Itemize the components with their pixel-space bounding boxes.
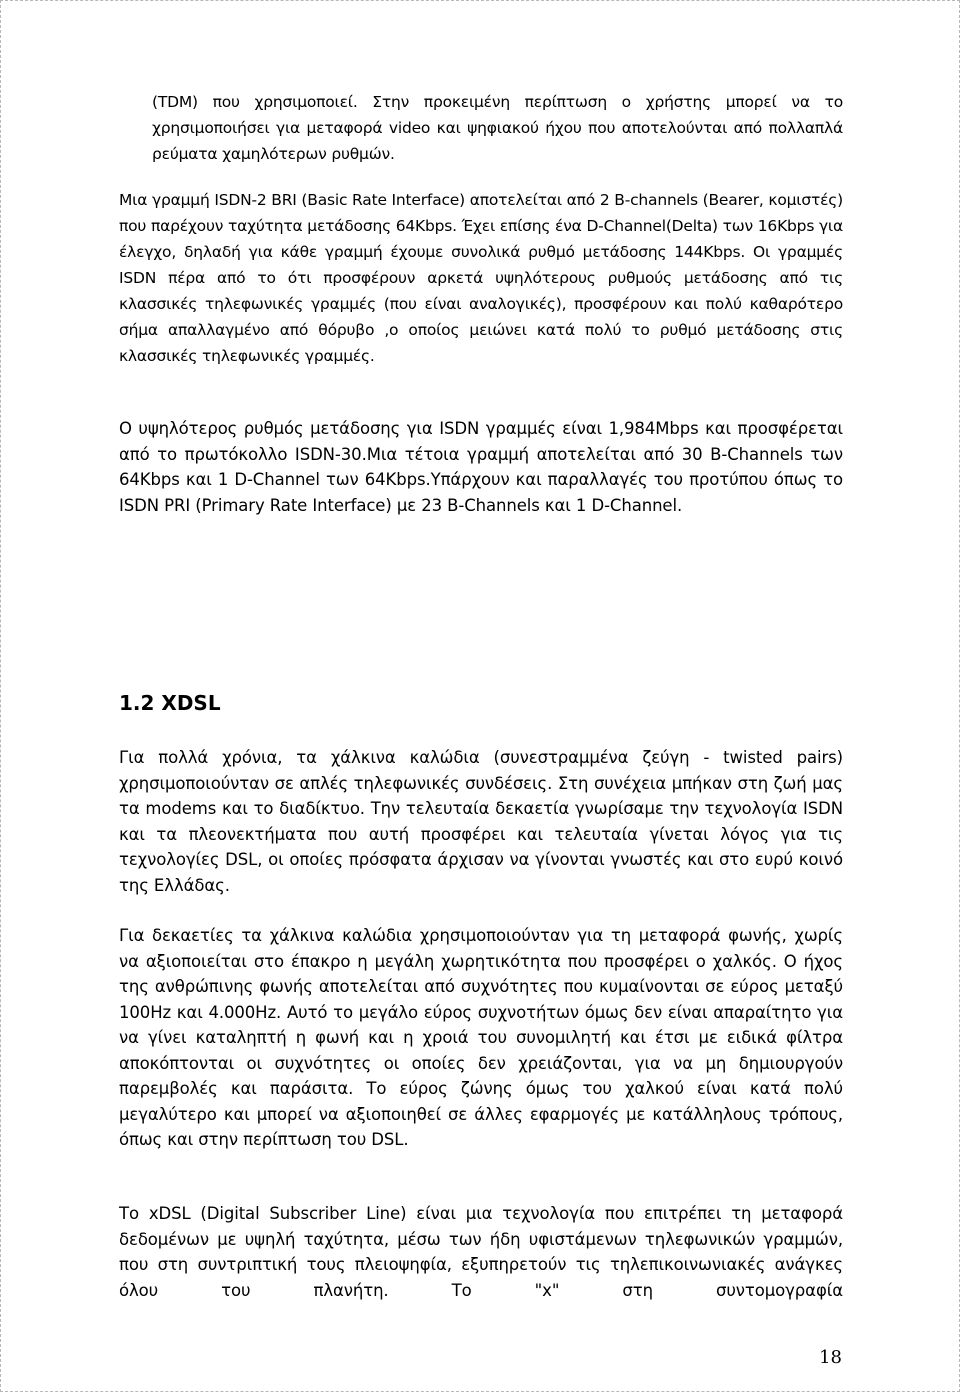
paragraph-voice-bandwidth: Για δεκαετίες τα χάλκινα καλώδια χρησιμοποιούνταν για τη μεταφορά φωνής, χωρίς να αξιοποιείται στο έπακρο η μεγάλη χωρητικότητα που προσφέρει ο χαλκός. Ο ήχος της ανθρώπινης φωνής αποτελείται από συχνότητες που κυμαίνονται σε εύρος μεταξύ 100Hz και 4.000Hz. Αυτό το μεγάλο εύρος συχνοτήτων όμως δεν είναι απαραίτητο για να γίνει καταληπτή η φωνή και η χροιά του συνομιλητή και έτσι με ειδικά φίλτρα αποκόπτονται οι συχνότητες οι οποίες δεν χρειάζονται, για να μη δημιουργούν παρεμβολές και παράσιτα. Το εύρος ζώνης όμως του χαλκού είναι κατά πολύ μεγαλύτερο και μπορεί να αξιοποιηθεί σε άλλες εφαρμογές με κατάλληλους τρόπους, όπως και στην περίπτωση του DSL. [119, 926, 843, 1149]
paragraph-isdn-bri: Μια γραμμή ISDN-2 BRI (Basic Rate Interface) αποτελείται από 2 B-channels (Bearer, κομιστές) που παρέχουν ταχύτητα μετάδοσης 64Kbps. Έχει επίσης ένα D-Channel(Delta) των 16Kbps για έλεγχο, δηλαδή για κάθε γραμμή έχουμε συνολικά ρυθμό μετάδοσης 144Kbps. Οι γραμμές ISDN πέρα από το ότι προσφέρουν αρκετά υψηλότερους ρυθμούς μετάδοσης από τις κλασσικές τηλεφωνικές γραμμές (που είναι αναλογικές), προσφέρουν και πολύ καθαρότερο σήμα απαλλαγμένο από θόρυβο ,ο οποίος μειώνει κατά πολύ το ρυθμό μετάδοσης στις κλασσικές τηλεφωνικές γραμμές. [119, 191, 843, 365]
section-heading: 1.2 XDSL [119, 691, 221, 715]
page-number: 18 [819, 1347, 842, 1368]
paragraph-xdsl-definition: Το xDSL (Digital Subscriber Line) είναι μια τεχνολογία που επιτρέπει τη μεταφορά δεδομένων με υψηλή ταχύτητα, μέσω των ήδη υφιστάμενων τηλεφωνικών γραμμών, που στη συντριπτική τους πλειοψηφία, εξυπηρετούν τις τηλεπικοινωνιακές ανάγκες όλου του πλανήτη. Το "x" στη συντομογραφία [119, 1204, 843, 1300]
paragraph-copper-history: Για πολλά χρόνια, τα χάλκινα καλώδια (συνεστραμμένα ζεύγη - twisted pairs) χρησιμοποιούνταν σε απλές τηλεφωνικές συνδέσεις. Στη συνέχεια μπήκαν στη ζωή μας τα modems και το διαδίκτυο. Την τελευταία δεκαετία γνωρίσαμε την τεχνολογία ISDN και τα πλεονεκτήματα που αυτή προσφέρει και τελευταία γίνεται λόγος για τις τεχνολογίες DSL, οι οποίες πρόσφατα άρχισαν να γίνονται γνωστές και στο ευρύ κοινό της Ελλάδας. [119, 748, 843, 895]
paragraph-isdn-pri: Ο υψηλότερος ρυθμός μετάδοσης για ISDN γραμμές είναι 1,984Mbps και προσφέρεται από το πρωτόκολλο ISDN-30.Μια τέτοια γραμμή αποτελείται από 30 B-Channels των 64Kbps και 1 D-Channel των 64Kbps.Υπάρχουν και παραλλαγές του προτύπου όπως το ISDN PRI (Primary Rate Interface) με 23 B-Channels και 1 D-Channel. [119, 419, 843, 515]
paragraph-tdm-continuation: (TDM) που χρησιμοποιεί. Στην προκειμένη περίπτωση ο χρήστης μπορεί να το χρησιμοποιήσει για μεταφορά video και ψηφιακού ήχου που αποτελούνται από πολλαπλά ρεύματα χαμηλότερων ρυθμών. [152, 93, 843, 163]
